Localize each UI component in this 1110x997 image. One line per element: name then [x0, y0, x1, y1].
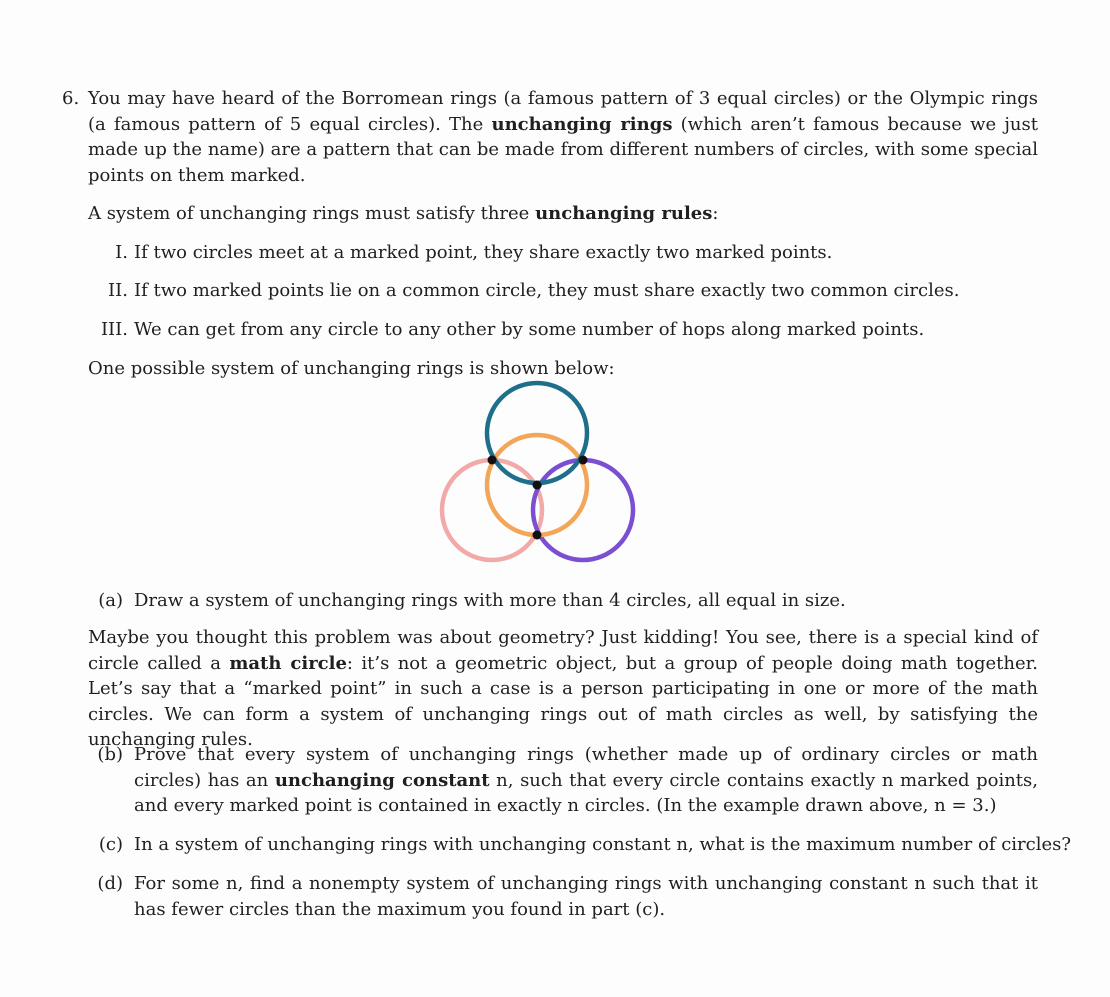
part-b-text-2: n, such that every circle contains exactly n marked points, and every marked point is contained in exactly n circles. (In the example drawn above, n = 3.) [134, 769, 1039, 816]
rules-intro [88, 201, 1038, 227]
rule-1-label: I. [115, 242, 128, 263]
part-b-text [134, 742, 1038, 819]
rule-2-label: II. [108, 280, 128, 301]
part-c-text: In a system of unchanging rings with unchanging constant n, what is the maximum number of circles? [134, 834, 1072, 855]
part-d-text: For some n, find a nonempty system of unchanging rings with unchanging constant n such that it has fewer circles than the maximum you found in part (c). [134, 873, 1038, 920]
math-text-1: Maybe you thought this problem was about geometry? Just kidding! You see, there is a special kind of circle called a [88, 627, 1038, 674]
problem-number: 6. [62, 88, 80, 109]
rules-intro-text-2: : [712, 203, 719, 224]
unchanging-rings-figure [430, 375, 650, 575]
marked-point [488, 456, 497, 465]
marked-point [579, 456, 588, 465]
math-circle-paragraph [88, 625, 1038, 753]
part-b-label: (b) [97, 744, 123, 765]
term-math-circle: math circle [229, 652, 347, 674]
part-b-text-1: Prove that every system of unchanging rings (whether made up of ordinary circles or math circles) has an [134, 744, 1038, 791]
ring-right [533, 460, 633, 560]
intro-paragraph [88, 86, 1038, 188]
rules-intro-text-1: A system of unchanging rings must satisfy three [88, 203, 536, 224]
example-intro: One possible system of unchanging rings is shown below: [88, 358, 615, 379]
part-c-label: (c) [98, 834, 123, 855]
part-a-label: (a) [98, 590, 123, 611]
intro-text-2: (which aren’t famous because we just made up the name) are a pattern that can be made from different numbers of circles, with some special points on them marked. [88, 113, 1038, 186]
intro-text-1: You may have heard of the Borromean rings (a famous pattern of 3 equal circles) or the Olympic rings (a famous pattern of 5 equal circles). The [88, 88, 1038, 135]
rule-3-label: III. [100, 319, 128, 340]
term-unchanging-rings: unchanging rings [491, 113, 673, 135]
math-text-2: : it’s not a geometric object, but a group of people doing math together. Let’s say that a “marked point” in such a case is a person participating in one or more of the math circles. We can form a system of unchanging rings out of math circles as well, by satisfying the unchanging rules. [88, 652, 1038, 750]
part-d-label: (d) [97, 873, 123, 894]
part-a-text: Draw a system of unchanging rings with more than 4 circles, all equal in size. [134, 590, 846, 611]
rule-1-text: If two circles meet at a marked point, they share exactly two marked points. [134, 242, 833, 263]
marked-point [533, 531, 542, 540]
marked-point [533, 481, 542, 490]
rule-2-text: If two marked points lie on a common circle, they must share exactly two common circles. [134, 280, 960, 301]
rule-3-text: We can get from any circle to any other by some number of hops along marked points. [134, 319, 925, 340]
term-unchanging-rules: unchanging rules [535, 203, 713, 224]
term-unchanging-constant: unchanging constant [274, 769, 490, 791]
